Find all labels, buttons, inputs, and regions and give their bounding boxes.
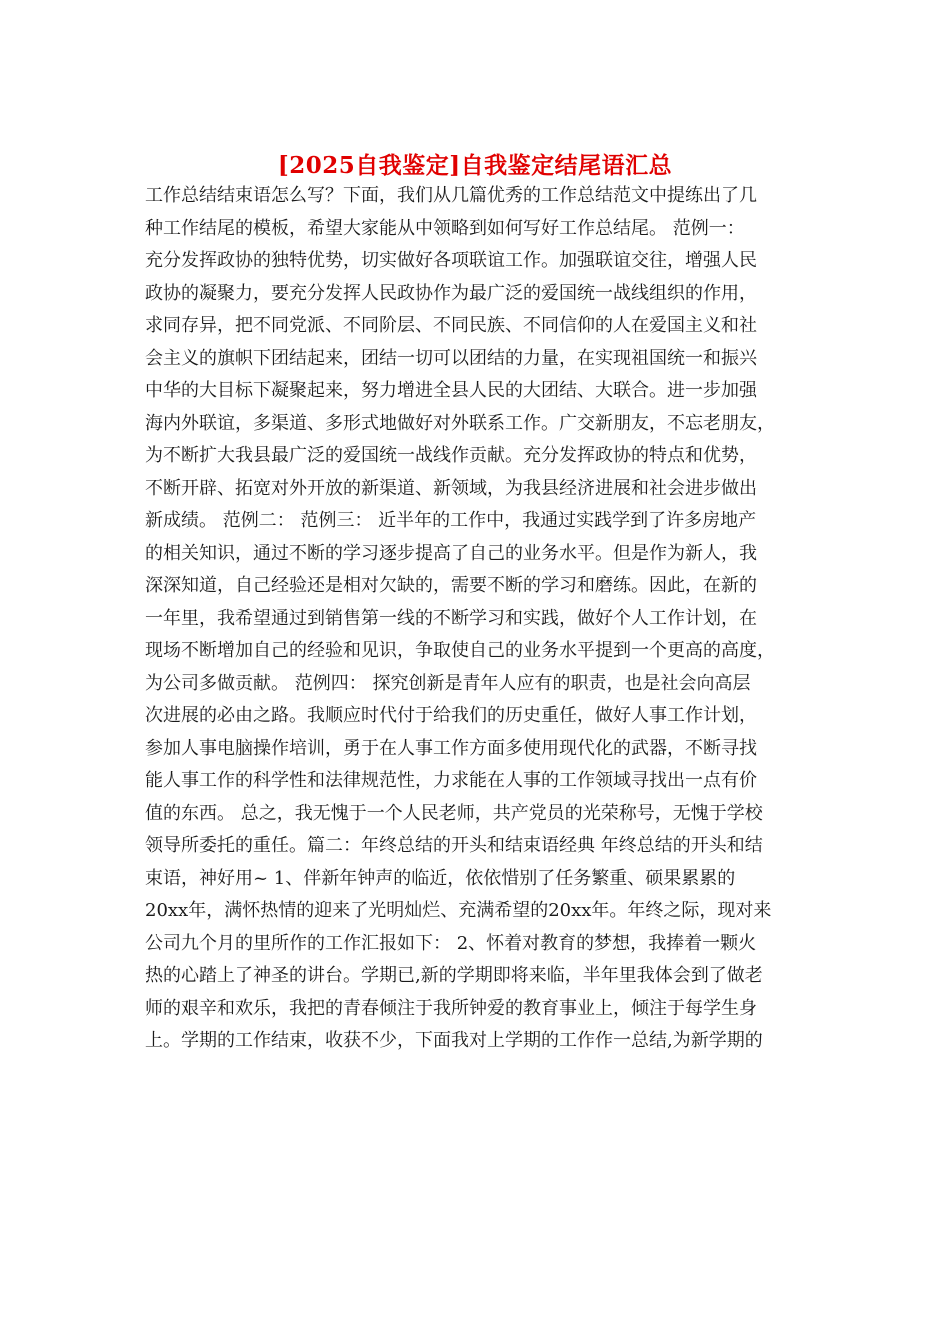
document-title: [2025自我鉴定]自我鉴定结尾语汇总 <box>277 152 673 179</box>
body-line: 深深知道，自己经验还是相对欠缺的，需要不断的学习和磨练。因此，在新的 <box>145 575 757 596</box>
body-line: 为不断扩大我县最广泛的爱国统一战线作贡献。充分发挥政协的特点和优势， <box>145 445 757 466</box>
body-line: 工作总结结束语怎么写？下面，我们从几篇优秀的工作总结范文中提练出了几 <box>145 185 757 206</box>
body-line: 值的东西。 总之，我无愧于一个人民老师，共产党员的光荣称号，无愧于学校 <box>145 802 763 824</box>
body-line: 能人事工作的科学性和法律规范性，力求能在人事的工作领域寻找出一点有价 <box>145 770 757 791</box>
body-line: 现场不断增加自己的经验和见识，争取使自己的业务水平提到一个更高的高度， <box>145 640 775 661</box>
body-line: 种工作结尾的模板，希望大家能从中领略到如何写好工作总结尾。 范例一： <box>145 217 745 239</box>
body-line: 束语，神好用~ 1、伴新年钟声的临近，依依惜别了任务繁重、硕果累累的 <box>145 867 736 889</box>
document-body <box>145 180 815 1058</box>
body-line: 新成绩。 范例二： 范例三： 近半年的工作中，我通过实践学到了许多房地产 <box>145 510 757 531</box>
body-line: 充分发挥政协的独特优势，切实做好各项联谊工作。加强联谊交往，增强人民 <box>145 250 757 271</box>
body-line: 中华的大目标下凝聚起来，努力增进全县人民的大团结、大联合。进一步加强 <box>145 380 757 401</box>
body-line: 领导所委托的重任。篇二：年终总结的开头和结束语经典 年终总结的开头和结 <box>145 835 763 856</box>
body-line: 上。学期的工作结束，收获不少，下面我对上学期的工作作一总结,为新学期的 <box>145 1030 763 1051</box>
body-line: 为公司多做贡献。 范例四： 探究创新是青年人应有的职责，也是社会向高层 <box>145 672 751 694</box>
body-line: 一年里，我希望通过到销售第一线的不断学习和实践，做好个人工作计划，在 <box>145 607 757 629</box>
body-line: 参加人事电脑操作培训，勇于在人事工作方面多使用现代化的武器，不断寻找 <box>145 737 757 759</box>
body-line: 公司九个月的里所作的工作汇报如下： 2、怀着对教育的梦想，我捧着一颗火 <box>145 932 757 954</box>
body-line: 求同存异，把不同党派、不同阶层、不同民族、不同信仰的人在爱国主义和社 <box>145 315 757 336</box>
body-line: 不断开辟、拓宽对外开放的新渠道、新领域，为我县经济进展和社会进步做出 <box>145 477 757 499</box>
body-line: 20xx年，满怀热情的迎来了光明灿烂、充满希望的20xx年。年终之际，现对来 <box>145 900 772 921</box>
body-line: 热的心踏上了神圣的讲台。学期已,新的学期即将来临，半年里我体会到了做老 <box>145 965 763 986</box>
body-line: 海内外联谊，多渠道、多形式地做好对外联系工作。广交新朋友，不忘老朋友， <box>145 412 775 434</box>
body-line: 会主义的旗帜下团结起来，团结一切可以团结的力量，在实现祖国统一和振兴 <box>145 347 757 369</box>
body-line: 师的艰辛和欢乐，我把的青春倾注于我所钟爱的教育事业上，倾注于每学生身 <box>145 997 757 1019</box>
body-line: 政协的凝聚力，要充分发挥人民政协作为最广泛的爱国统一战线组织的作用， <box>145 282 757 304</box>
body-line: 次进展的必由之路。我顺应时代付于给我们的历史重任，做好人事工作计划， <box>145 705 757 726</box>
body-line: 的相关知识，通过不断的学习逐步提高了自己的业务水平。但是作为新人，我 <box>145 542 757 564</box>
